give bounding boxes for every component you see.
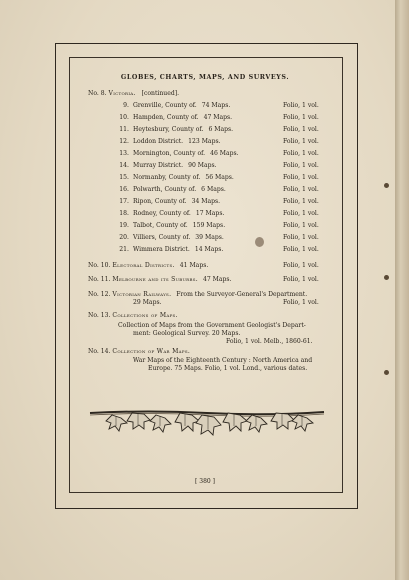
entry-map-count: 6 Maps. bbox=[208, 126, 234, 133]
entry-number: 17. bbox=[119, 198, 129, 205]
entry-map-count: 47 Maps. bbox=[203, 114, 233, 121]
section-10 bbox=[88, 262, 208, 270]
section-8-header bbox=[88, 90, 179, 98]
page-heading: GLOBES, CHARTS, MAPS, AND SURVEYS. bbox=[120, 74, 290, 81]
entry-map-count: 46 Maps. bbox=[210, 150, 239, 157]
section-label: No. 10. bbox=[88, 262, 111, 269]
folio-label: Folio, 1 vol. bbox=[283, 299, 319, 306]
binding-hole bbox=[384, 183, 389, 188]
entry-name: Rodney, County of. bbox=[133, 210, 191, 217]
folio-label: Folio, 1 vol. bbox=[283, 234, 319, 241]
entry-name: Wimmera District. bbox=[133, 246, 190, 253]
book-binding bbox=[395, 0, 409, 580]
section-title: Collections of Maps. bbox=[112, 312, 178, 319]
entry-number: 20. bbox=[119, 234, 129, 241]
map-count: 47 Maps. bbox=[202, 276, 232, 283]
entry-number: 18. bbox=[119, 210, 129, 217]
entry-number: 11. bbox=[119, 126, 129, 133]
folio-label: Folio, 1 vol. bbox=[283, 174, 319, 181]
page-number: [ 380 ] bbox=[195, 478, 215, 485]
folio-label: Folio, 1 vol. bbox=[283, 102, 319, 109]
section-label: No. 11. bbox=[88, 276, 111, 283]
entry-name: Polwarth, County of. bbox=[133, 186, 197, 193]
section-title: Victorian Railways. bbox=[112, 291, 172, 298]
folio-label: Folio, 1 vol. bbox=[283, 114, 319, 121]
entry-number: 12. bbox=[119, 138, 129, 145]
entry-number: 19. bbox=[119, 222, 129, 229]
section-12 bbox=[88, 291, 307, 299]
folio-label: Folio, 1 vol. bbox=[283, 186, 319, 193]
entry-map-count: 56 Maps. bbox=[205, 174, 234, 181]
folio-label: Folio, 1 vol. bbox=[283, 246, 319, 253]
entry-map-count: 17 Maps. bbox=[195, 210, 225, 217]
entry-name: Loddon District. bbox=[133, 138, 184, 145]
section-title: Victoria. bbox=[108, 90, 136, 97]
section-label: No. 14. bbox=[88, 348, 111, 355]
entry-name: Talbot, County of. bbox=[133, 222, 188, 229]
map-count: 29 Maps. bbox=[133, 299, 162, 306]
section-label: No. 8. bbox=[88, 90, 107, 97]
entry-name: Murray District. bbox=[133, 162, 184, 169]
entry-map-count: 6 Maps. bbox=[201, 186, 226, 193]
section-14 bbox=[88, 348, 190, 356]
entry-map-count: 123 Maps. bbox=[188, 138, 221, 145]
map-count: 41 Maps. bbox=[179, 262, 209, 269]
entry-name: Heytesbury, County of. bbox=[133, 126, 204, 133]
entry-map-count: 159 Maps. bbox=[192, 222, 226, 229]
section-label: No. 13. bbox=[88, 312, 111, 319]
folio-label: Folio, 1 vol. bbox=[283, 126, 319, 133]
entry-name: Hampden, County of. bbox=[133, 114, 199, 121]
folio-label: Folio, 1 vol. bbox=[283, 210, 319, 217]
section-title: Collection of War Maps. bbox=[112, 348, 191, 355]
entry-map-count: 34 Maps. bbox=[191, 198, 221, 205]
section-13-line-1: Collection of Maps from the Government Geologist's Depart- bbox=[118, 322, 306, 329]
entry-map-count: 14 Maps. bbox=[194, 246, 224, 253]
entry-number: 10. bbox=[119, 114, 129, 121]
section-note: [continued]. bbox=[141, 90, 180, 97]
section-11 bbox=[88, 276, 231, 284]
folio-label: Folio, 1 vol. bbox=[283, 222, 319, 229]
entry-number: 9. bbox=[123, 102, 129, 109]
entry-number: 15. bbox=[119, 174, 129, 181]
entry-number: 16. bbox=[119, 186, 129, 193]
section-14-line-1: War Maps of the Eighteenth Century : North America and bbox=[133, 357, 313, 364]
section-label: No. 12. bbox=[88, 291, 111, 298]
section-title: Melbourne and its Suburbs. bbox=[112, 276, 198, 283]
ivy-vine-ornament bbox=[88, 403, 326, 439]
entry-name: Mornington, County of. bbox=[133, 150, 206, 157]
entry-map-count: 39 Maps. bbox=[195, 234, 224, 241]
folio-label: Folio, 1 vol. bbox=[283, 276, 319, 283]
section-13-line-3: Folio, 1 vol. Melb., 1860-61. bbox=[226, 338, 313, 345]
binding-hole bbox=[384, 275, 389, 280]
folio-label: Folio, 1 vol. bbox=[283, 150, 319, 157]
entry-name: Ripon, County of. bbox=[133, 198, 187, 205]
entry-map-count: 74 Maps. bbox=[201, 102, 231, 109]
entry-number: 14. bbox=[119, 162, 129, 169]
entry-name: Grenville, County of. bbox=[133, 102, 197, 109]
folio-label: Folio, 1 vol. bbox=[283, 138, 319, 145]
entry-number: 13. bbox=[119, 150, 129, 157]
folio-label: Folio, 1 vol. bbox=[283, 262, 319, 269]
section-14-line-2: Europe. 75 Maps. Folio, 1 vol. Lond., various dates. bbox=[148, 365, 308, 372]
binding-hole bbox=[384, 370, 389, 375]
section-text: From the Surveyor-General's Department. bbox=[176, 291, 308, 298]
folio-label: Folio, 1 vol. bbox=[283, 198, 319, 205]
entry-map-count: 90 Maps. bbox=[188, 162, 217, 169]
section-13 bbox=[88, 312, 178, 320]
folio-label: Folio, 1 vol. bbox=[283, 162, 319, 169]
section-13-line-2: ment: Geological Survey. 20 Maps. bbox=[133, 330, 241, 337]
entry-name: Normanby, County of. bbox=[133, 174, 201, 181]
entry-name: Villiers, County of. bbox=[133, 234, 191, 241]
section-title: Electoral Districts. bbox=[112, 262, 175, 269]
entry-number: 21. bbox=[119, 246, 129, 253]
